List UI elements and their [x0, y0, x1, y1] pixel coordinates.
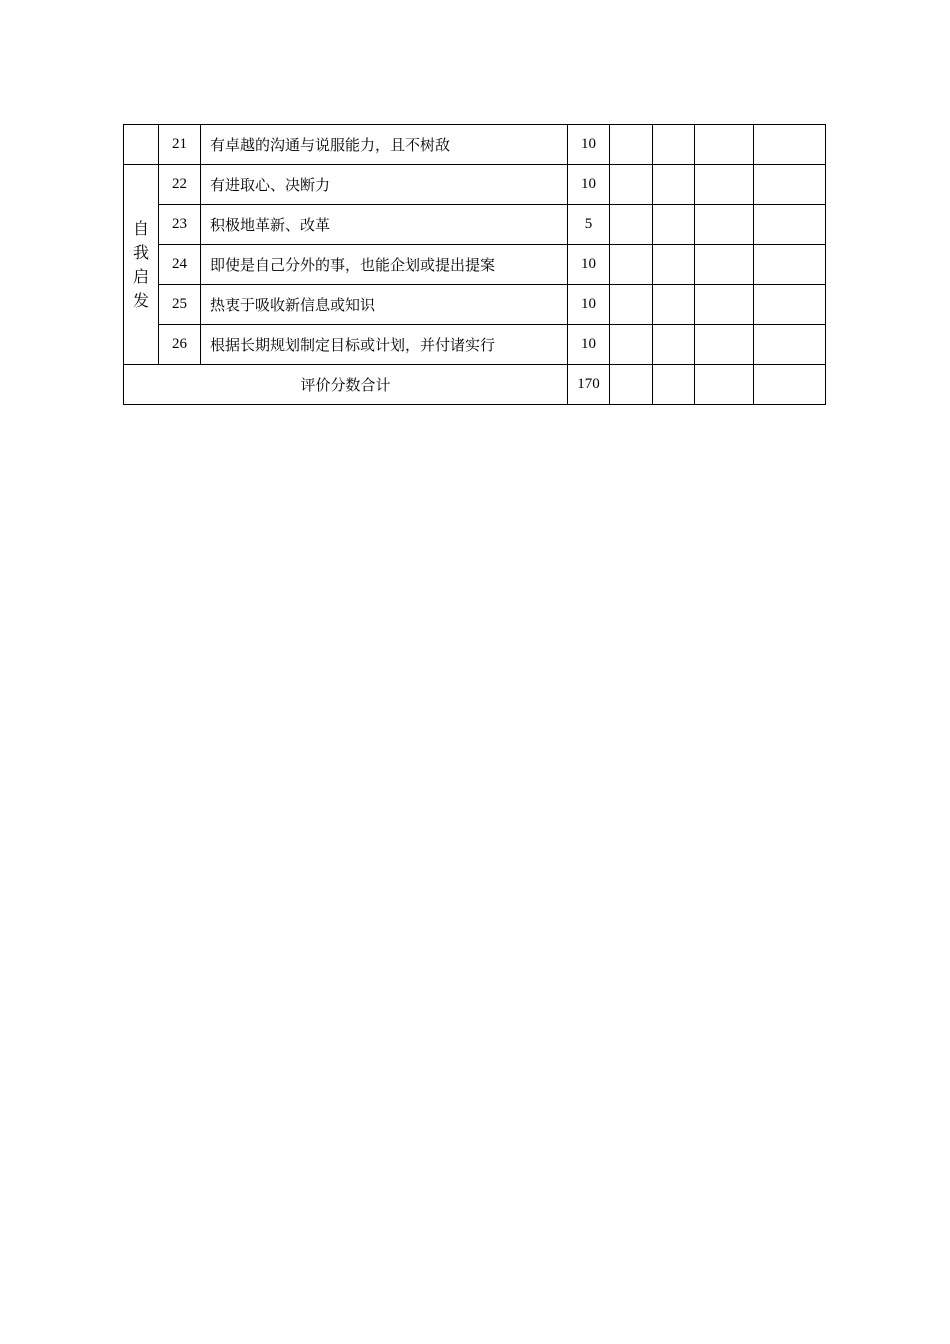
rating-cell[interactable]	[754, 285, 826, 325]
rating-cell[interactable]	[754, 205, 826, 245]
total-score: 170	[568, 365, 610, 405]
item-number: 25	[159, 285, 201, 325]
rating-cell[interactable]	[754, 125, 826, 165]
table-row	[124, 205, 826, 245]
item-description: 有进取心、决断力	[201, 165, 568, 205]
category-cell	[124, 125, 159, 165]
table-row	[124, 325, 826, 365]
evaluation-table	[123, 124, 826, 405]
total-row	[124, 365, 826, 405]
rating-cell[interactable]	[653, 325, 695, 365]
table-row	[124, 245, 826, 285]
rating-cell[interactable]	[610, 325, 653, 365]
rating-cell[interactable]	[695, 245, 754, 285]
rating-cell[interactable]	[653, 125, 695, 165]
item-score: 10	[568, 165, 610, 205]
rating-cell[interactable]	[695, 125, 754, 165]
item-number: 22	[159, 165, 201, 205]
table-row	[124, 125, 826, 165]
item-number: 24	[159, 245, 201, 285]
rating-cell[interactable]	[610, 165, 653, 205]
rating-cell[interactable]	[754, 365, 826, 405]
rating-cell[interactable]	[653, 365, 695, 405]
rating-cell[interactable]	[653, 285, 695, 325]
rating-cell[interactable]	[653, 245, 695, 285]
item-description: 热衷于吸收新信息或知识	[201, 285, 568, 325]
rating-cell[interactable]	[653, 165, 695, 205]
rating-cell[interactable]	[695, 205, 754, 245]
item-score: 10	[568, 245, 610, 285]
rating-cell[interactable]	[695, 165, 754, 205]
rating-cell[interactable]	[754, 245, 826, 285]
rating-cell[interactable]	[610, 245, 653, 285]
rating-cell[interactable]	[653, 205, 695, 245]
table-row	[124, 165, 826, 205]
item-score: 10	[568, 325, 610, 365]
rating-cell[interactable]	[695, 325, 754, 365]
item-number: 26	[159, 325, 201, 365]
item-description: 即使是自己分外的事，也能企划或提出提案	[201, 245, 568, 285]
rating-cell[interactable]	[610, 365, 653, 405]
item-description: 有卓越的沟通与说服能力，且不树敌	[201, 125, 568, 165]
item-score: 10	[568, 285, 610, 325]
category-label: 自我启发	[133, 218, 150, 310]
item-number: 21	[159, 125, 201, 165]
rating-cell[interactable]	[695, 365, 754, 405]
rating-cell[interactable]	[695, 285, 754, 325]
rating-cell[interactable]	[754, 165, 826, 205]
item-description: 根据长期规划制定目标或计划，并付诸实行	[201, 325, 568, 365]
rating-cell[interactable]	[610, 205, 653, 245]
rating-cell[interactable]	[610, 125, 653, 165]
rating-cell[interactable]	[610, 285, 653, 325]
category-cell	[124, 165, 159, 365]
rating-cell[interactable]	[754, 325, 826, 365]
table-row	[124, 285, 826, 325]
item-score: 5	[568, 205, 610, 245]
total-label: 评价分数合计	[124, 365, 568, 405]
item-number: 23	[159, 205, 201, 245]
item-score: 10	[568, 125, 610, 165]
item-description: 积极地革新、改革	[201, 205, 568, 245]
